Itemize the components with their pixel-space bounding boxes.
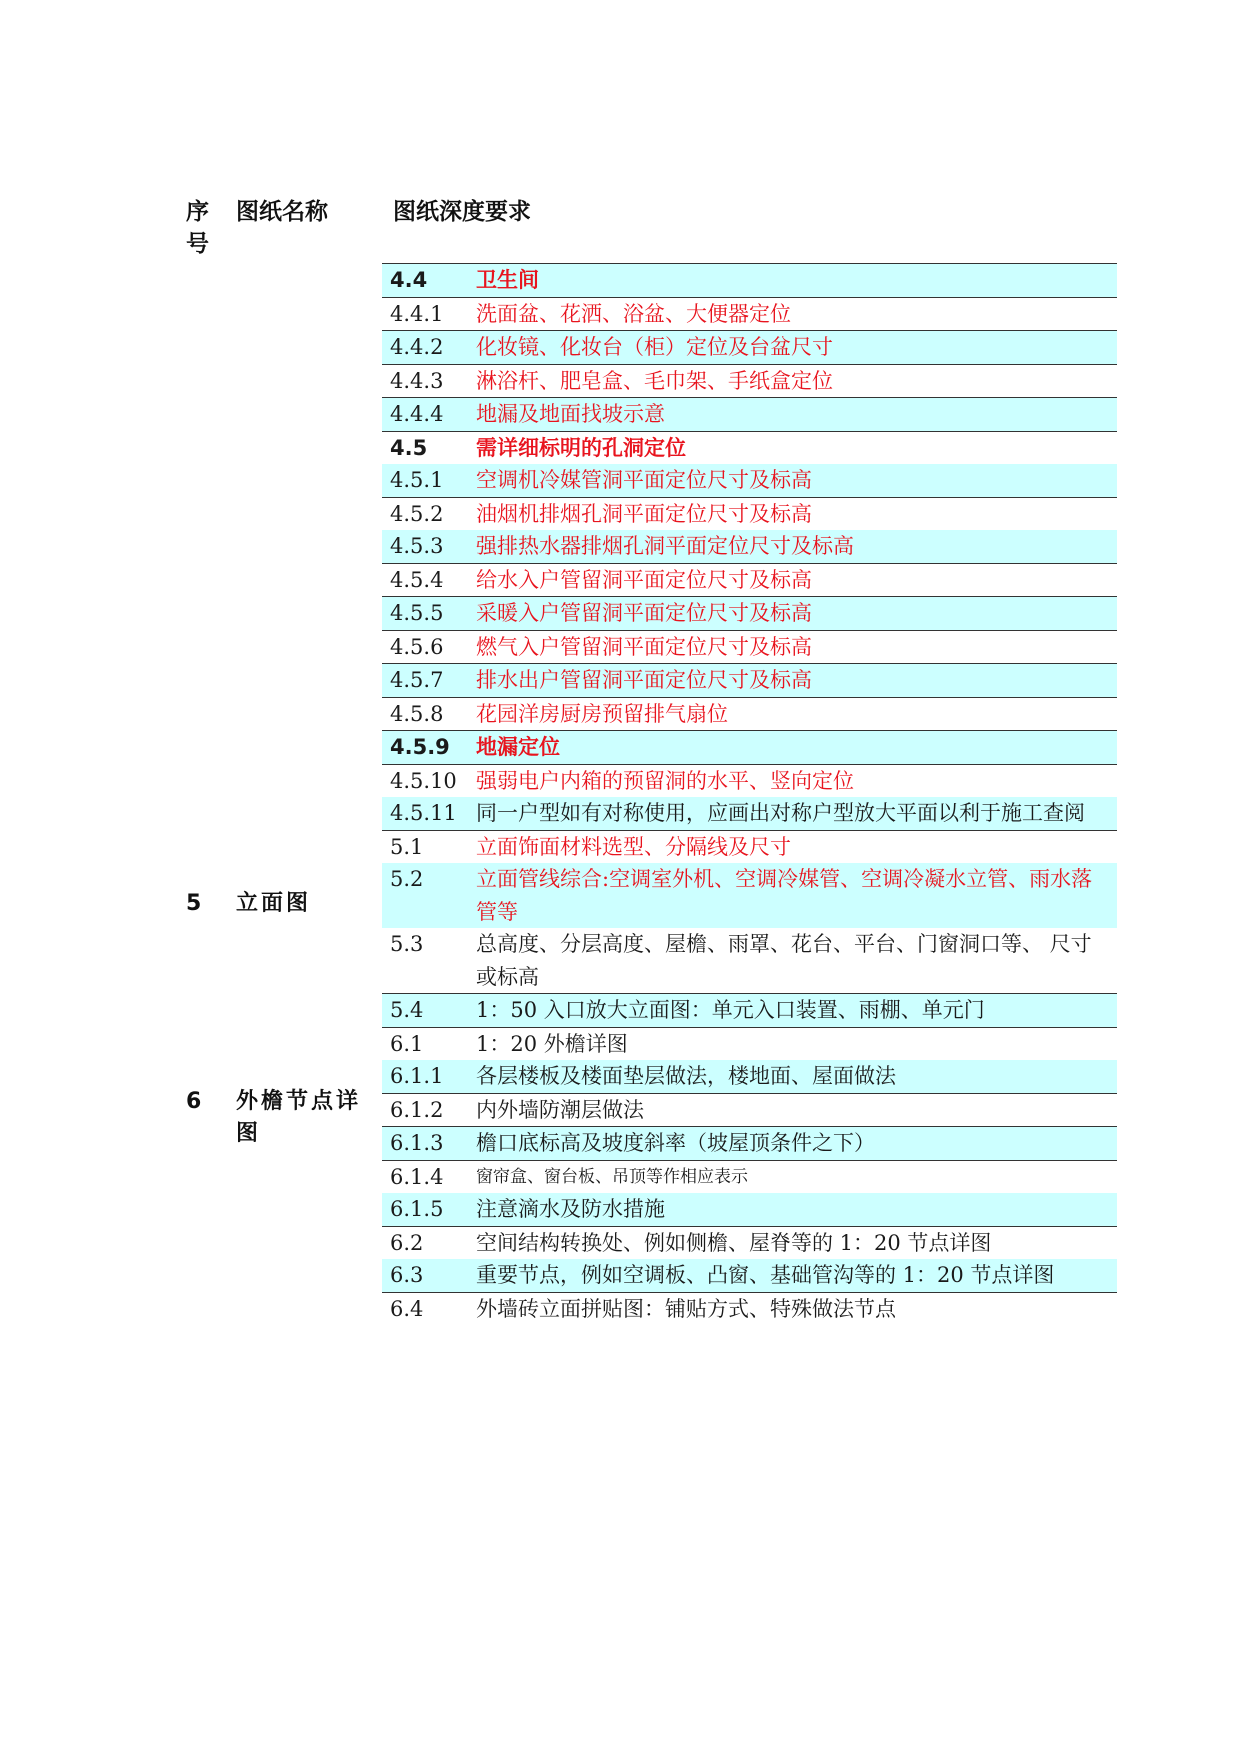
header-depth-requirement: 图纸深度要求	[393, 199, 531, 225]
item-requirement: 檐口底标高及坡度斜率（坡屋顶条件之下）	[476, 1131, 875, 1155]
item-number: 4.5.8	[390, 701, 444, 726]
table-row	[382, 1226, 1117, 1260]
item-number: 6.1.4	[390, 1164, 444, 1189]
item-number: 6.1.5	[390, 1197, 444, 1221]
item-number: 4.4.3	[390, 368, 444, 393]
item-number: 6.1.3	[390, 1131, 444, 1155]
table-row	[382, 497, 1117, 531]
requirements-table	[382, 263, 1117, 1325]
item-number: 4.5.10	[390, 768, 457, 793]
item-number: 4.4.2	[390, 335, 444, 359]
table-row	[382, 797, 1117, 830]
item-number: 5.4	[390, 998, 424, 1022]
item-number: 6.1	[390, 1031, 424, 1056]
table-row	[382, 263, 1117, 297]
item-requirement: 立面管线综合:空调室外机、空调冷媒管、空调冷凝水立管、雨水落管等	[476, 867, 1093, 924]
section-number: 6	[186, 1089, 202, 1114]
table-row	[382, 330, 1117, 364]
item-number: 4.5.3	[390, 534, 444, 558]
table-row	[382, 1160, 1117, 1194]
item-number: 4.4.1	[390, 301, 444, 326]
table-row	[382, 993, 1117, 1027]
item-requirement: 燃气入户管留洞平面定位尺寸及标高	[476, 634, 812, 659]
item-number: 5.3	[390, 932, 424, 956]
item-requirement: 外墙砖立面拼贴图：铺贴方式、特殊做法节点	[476, 1296, 896, 1321]
item-requirement: 化妆镜、化妆台（柜）定位及台盆尺寸	[476, 335, 833, 359]
item-number: 6.1.2	[390, 1097, 444, 1122]
item-requirement: 内外墙防潮层做法	[476, 1097, 644, 1122]
item-requirement: 需详细标明的孔洞定位	[476, 435, 686, 460]
table-row	[382, 928, 1117, 993]
item-number: 4.5.7	[390, 668, 444, 692]
item-requirement: 1：50 入口放大立面图：单元入口装置、雨棚、单元门	[476, 998, 985, 1022]
table-row	[382, 730, 1117, 764]
item-requirement: 给水入户管留洞平面定位尺寸及标高	[476, 567, 812, 592]
item-requirement: 淋浴杆、肥皂盒、毛巾架、手纸盒定位	[476, 368, 833, 393]
section-title: 立面图	[236, 891, 312, 916]
table-row	[382, 1093, 1117, 1127]
item-requirement: 立面饰面材料选型、分隔线及尺寸	[476, 834, 791, 859]
table-row	[382, 464, 1117, 497]
item-requirement: 油烟机排烟孔洞平面定位尺寸及标高	[476, 501, 812, 526]
item-number: 4.4	[390, 268, 428, 292]
table-row	[382, 1060, 1117, 1093]
item-requirement: 总高度、分层高度、屋檐、雨罩、花台、平台、门窗洞口等、 尺寸或标高	[476, 932, 1092, 989]
table-row	[382, 830, 1117, 864]
item-number: 4.4.4	[390, 402, 444, 426]
item-requirement: 空间结构转换处、例如侧檐、屋脊等的 1：20 节点详图	[476, 1230, 992, 1255]
item-requirement: 采暖入户管留洞平面定位尺寸及标高	[476, 601, 812, 625]
item-number: 4.5.5	[390, 601, 444, 625]
item-number: 4.5.2	[390, 501, 444, 526]
item-requirement: 窗帘盒、窗台板、吊顶等作相应表示	[476, 1166, 748, 1187]
table-row	[382, 596, 1117, 630]
item-requirement: 洗面盆、花洒、浴盆、大便器定位	[476, 301, 791, 326]
table-row	[382, 697, 1117, 731]
item-number: 6.3	[390, 1263, 424, 1287]
item-requirement: 地漏及地面找坡示意	[476, 402, 665, 426]
item-number: 6.2	[390, 1230, 424, 1255]
item-requirement: 强排热水器排烟孔洞平面定位尺寸及标高	[476, 534, 854, 558]
section-number: 5	[186, 891, 202, 916]
table-row	[382, 530, 1117, 563]
item-requirement: 同一户型如有对称使用，应画出对称户型放大平面以利于施工查阅	[476, 801, 1085, 825]
item-requirement: 各层楼板及楼面垫层做法，楼地面、屋面做法	[476, 1064, 896, 1088]
header-drawing-name: 图纸名称	[236, 199, 328, 225]
table-row	[382, 397, 1117, 431]
item-number: 6.1.1	[390, 1064, 444, 1088]
table-row	[382, 1193, 1117, 1226]
table-row	[382, 764, 1117, 798]
table-row	[382, 563, 1117, 597]
table-row	[382, 1027, 1117, 1061]
item-requirement: 地漏定位	[476, 735, 560, 759]
item-requirement: 注意滴水及防水措施	[476, 1197, 665, 1221]
item-number: 5.2	[390, 867, 424, 891]
table-row	[382, 1259, 1117, 1292]
table-row	[382, 364, 1117, 398]
item-requirement: 排水出户管留洞平面定位尺寸及标高	[476, 668, 812, 692]
item-requirement: 1：20 外檐详图	[476, 1031, 628, 1056]
item-requirement: 重要节点，例如空调板、凸窗、基础管沟等的 1：20 节点详图	[476, 1263, 1055, 1287]
table-row	[382, 863, 1117, 928]
item-number: 4.5.6	[390, 634, 444, 659]
table-row	[382, 1126, 1117, 1160]
item-requirement: 花园洋房厨房预留排气扇位	[476, 701, 728, 726]
table-row	[382, 630, 1117, 664]
item-number: 4.5.4	[390, 567, 444, 592]
item-number: 4.5	[390, 435, 428, 460]
section-title: 外檐节点详图	[236, 1089, 362, 1146]
table-row	[382, 431, 1117, 465]
table-row	[382, 663, 1117, 697]
item-requirement: 卫生间	[476, 268, 539, 292]
table-row	[382, 297, 1117, 331]
item-number: 4.5.11	[390, 801, 457, 825]
item-number: 4.5.9	[390, 735, 450, 759]
item-requirement: 强弱电户内箱的预留洞的水平、竖向定位	[476, 768, 854, 793]
table-row	[382, 1292, 1117, 1326]
item-number: 5.1	[390, 834, 424, 859]
item-requirement: 空调机冷媒管洞平面定位尺寸及标高	[476, 468, 812, 492]
header-serial-number: 序号	[186, 199, 209, 257]
item-number: 6.4	[390, 1296, 424, 1321]
item-number: 4.5.1	[390, 468, 444, 492]
